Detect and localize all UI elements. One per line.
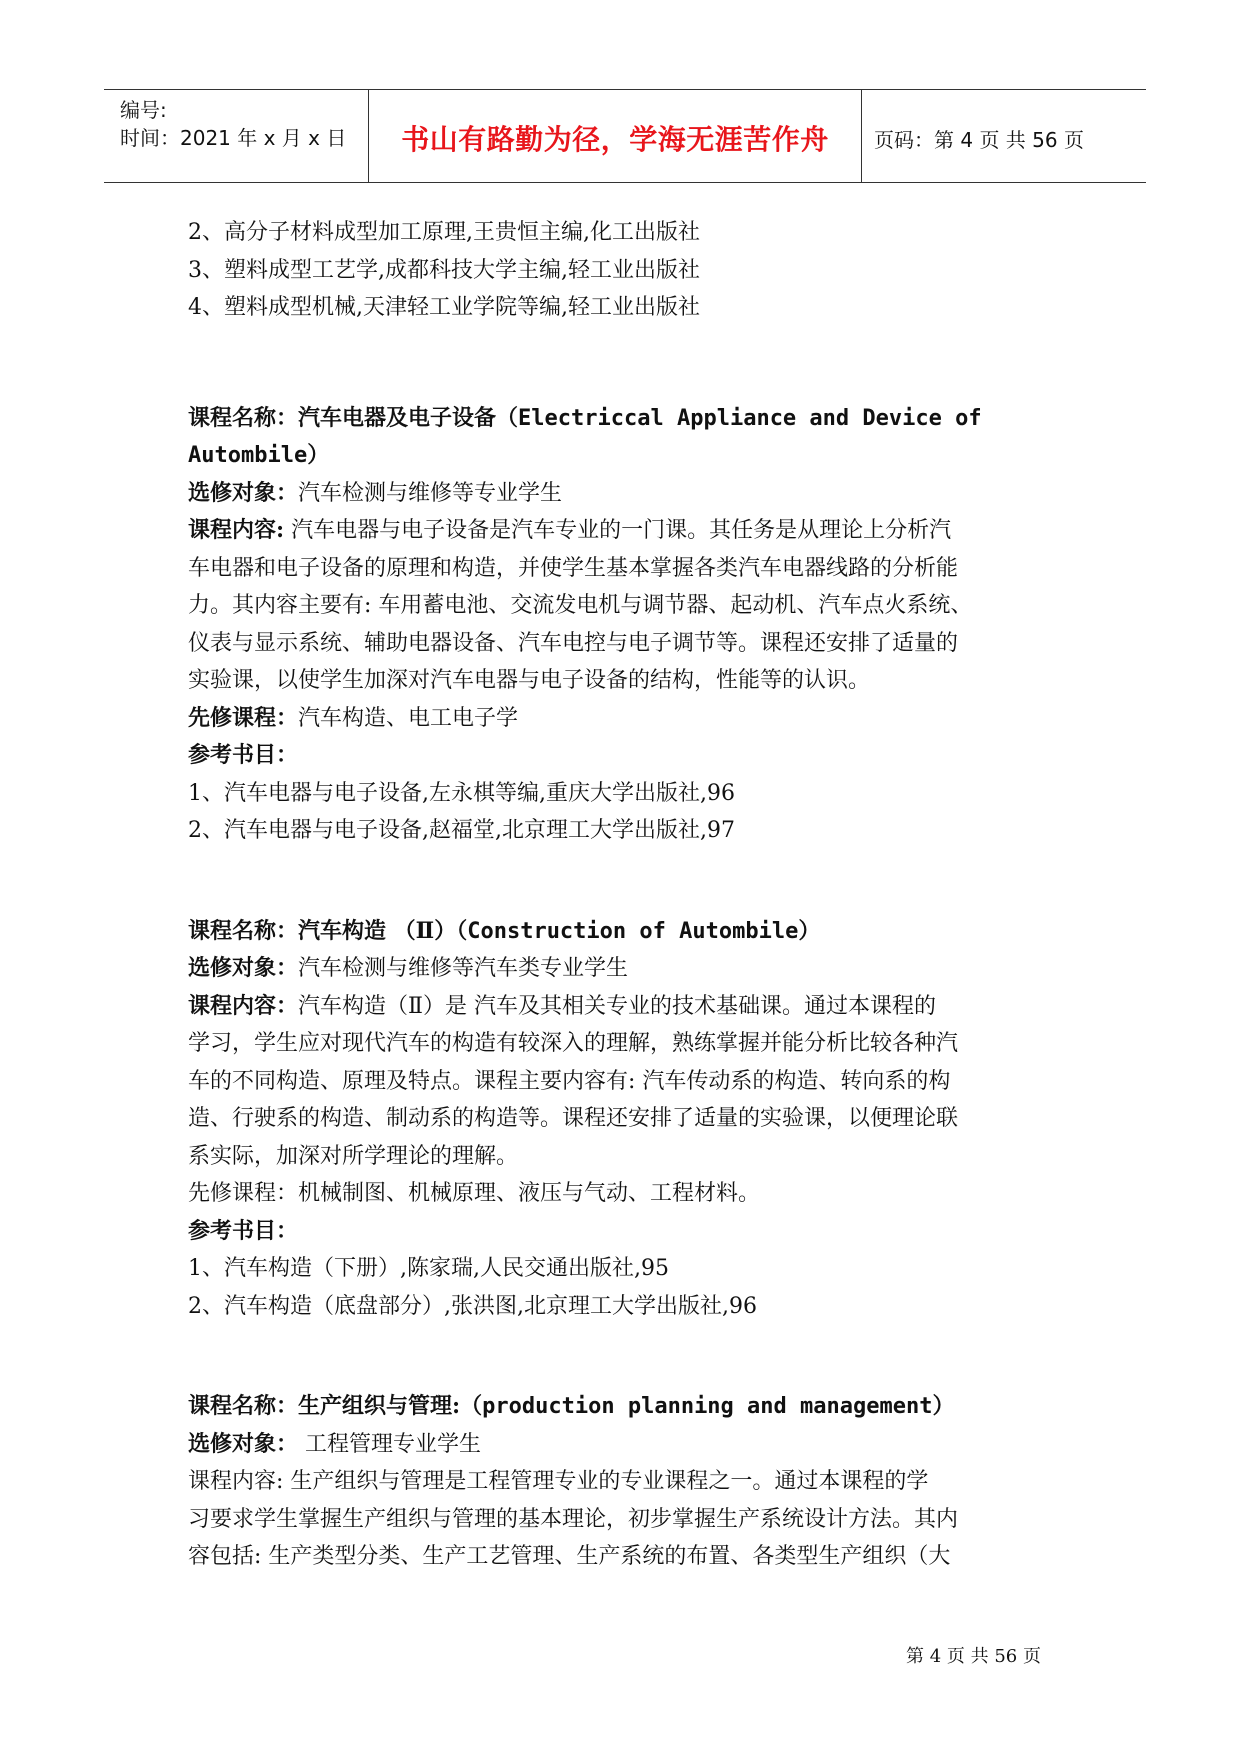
page-header: [104, 89, 1146, 183]
content-label: 课程内容：: [188, 992, 299, 1019]
reference-item: 3、塑料成型工艺学,成都科技大学主编,轻工业出版社: [188, 257, 700, 283]
course-content-line: 实验课，以使学生加深对汽车电器与电子设备的结构，性能等的认识。: [188, 668, 871, 693]
course-name-label: 课程名称：: [188, 404, 299, 431]
course-name-cn: 汽车电器及电子设备（: [298, 404, 519, 431]
course-prereq: [188, 700, 1058, 738]
course-content-line: [188, 512, 1058, 550]
course-content-line: [188, 988, 1058, 1026]
content-text: 汽车电器与电子设备是汽车专业的一门课。其任务是从理论上分析汽: [284, 518, 952, 543]
document-time-label: 时间：2021 年 x 月 x 日: [120, 126, 347, 150]
course-content-line: 学习，学生应对现代汽车的构造有较深入的理解，熟练掌握并能分析比较各种汽: [188, 1031, 959, 1056]
course-content-line: 造、行驶系的构造、制动系的构造等。课程还安排了适量的实验课，以便理论联: [188, 1106, 959, 1131]
reference-item: 2、汽车电器与电子设备,赵福堂,北京理工大学出版社,97: [188, 818, 735, 843]
content-text: 生产组织与管理是工程管理专业的专业课程之一。通过本课程的学: [283, 1469, 929, 1494]
header-motto: 书山有路勤为径，学海无涯苦作舟: [401, 123, 829, 156]
refs-label: 参考书目：: [188, 1217, 299, 1244]
course-name-en: Construction of Autombile: [467, 918, 799, 944]
page-footer: 第 4 页 共 56 页: [906, 1646, 1041, 1667]
course-name-en: Electriccal Appliance and Device of: [518, 405, 982, 431]
course-content-line: 车电器和电子设备的原理和构造，并使学生基本掌握各类汽车电器线路的分析能: [188, 555, 959, 581]
course-content-line: 车的不同构造、原理及特点。课程主要内容有: 汽车传动系的构造、转向系的构: [188, 1068, 951, 1094]
course-name-en: production planning and management: [482, 1394, 933, 1419]
course-title: [188, 1388, 1058, 1426]
course-target: [188, 475, 1058, 513]
prereq-label: 先修课程：: [188, 704, 299, 731]
course-content-line: 力。其内容主要有: 车用蓄电池、交流发电机与调节器、起动机、汽车点火系统、: [188, 593, 973, 618]
course-title: [188, 400, 1058, 438]
reference-item: 1、汽车电器与电子设备,左永棋等编,重庆大学出版社,96: [188, 780, 735, 806]
course-name-close: ）: [798, 917, 821, 944]
course-name-label: 课程名称：: [188, 1393, 299, 1419]
prereq-value: 汽车构造、电工电子学: [298, 705, 519, 731]
course-content-line: 系实际，加深对所学理论的理解。: [188, 1143, 519, 1169]
course-name-en-cont: Autombile: [188, 443, 308, 468]
target-value: 汽车检测与维修等汽车类专业学生: [298, 956, 629, 981]
course-name-close: ）: [932, 1393, 955, 1419]
course-content-line: [188, 1463, 1058, 1501]
course-name-cn: 汽车构造 （Ⅱ）（: [298, 917, 468, 944]
refs-label: 参考书目：: [188, 742, 299, 768]
document-body: [188, 214, 1058, 1576]
target-label: 选修对象：: [188, 955, 299, 981]
course-name-cn: 生产组织与管理:（: [298, 1393, 483, 1419]
course-name-label: 课程名称：: [188, 917, 299, 944]
reference-item: 2、汽车构造（底盘部分）,张洪图,北京理工大学出版社,96: [188, 1293, 757, 1319]
content-label: 课程内容:: [188, 1469, 284, 1494]
document-number-label: 编号:: [120, 98, 167, 122]
header-motto-cell: [369, 90, 862, 182]
target-label: 选修对象：: [188, 479, 299, 506]
header-page-number: 页码：第 4 页 共 56 页: [874, 128, 1084, 152]
course-target: [188, 1426, 1058, 1464]
course-title-continued: [188, 437, 1058, 475]
course-content-line: 仪表与显示系统、辅助电器设备、汽车电控与电子调节等。课程还安排了适量的: [188, 630, 959, 656]
target-value: 工程管理专业学生: [298, 1431, 482, 1457]
target-value: 汽车检测与维修等专业学生: [298, 480, 563, 506]
reference-item: 4、塑料成型机械,天津轻工业学院等编,轻工业出版社: [188, 295, 700, 320]
header-info-cell: [104, 90, 369, 182]
course-name-close: ）: [307, 442, 330, 468]
course-content-line: 习要求学生掌握生产组织与管理的基本理论，初步掌握生产系统设计方法。其内: [188, 1506, 959, 1532]
course-target: [188, 950, 1058, 988]
target-label: 选修对象：: [188, 1430, 299, 1457]
course-title: [188, 913, 1058, 951]
course-content-line: 容包括: 生产类型分类、生产工艺管理、生产系统的布置、各类型生产组织（大: [188, 1544, 951, 1569]
content-label: 课程内容:: [188, 517, 285, 543]
content-text: 汽车构造（Ⅱ）是 汽车及其相关专业的技术基础课。通过本课程的: [298, 993, 936, 1019]
reference-item: 2、高分子材料成型加工原理,王贵恒主编,化工出版社: [188, 220, 700, 245]
reference-item: 1、汽车构造（下册）,陈家瑞,人民交通出版社,95: [188, 1256, 669, 1281]
course-prereq: 先修课程：机械制图、机械原理、液压与气动、工程材料。: [188, 1181, 761, 1206]
header-page-cell: [862, 90, 1146, 182]
